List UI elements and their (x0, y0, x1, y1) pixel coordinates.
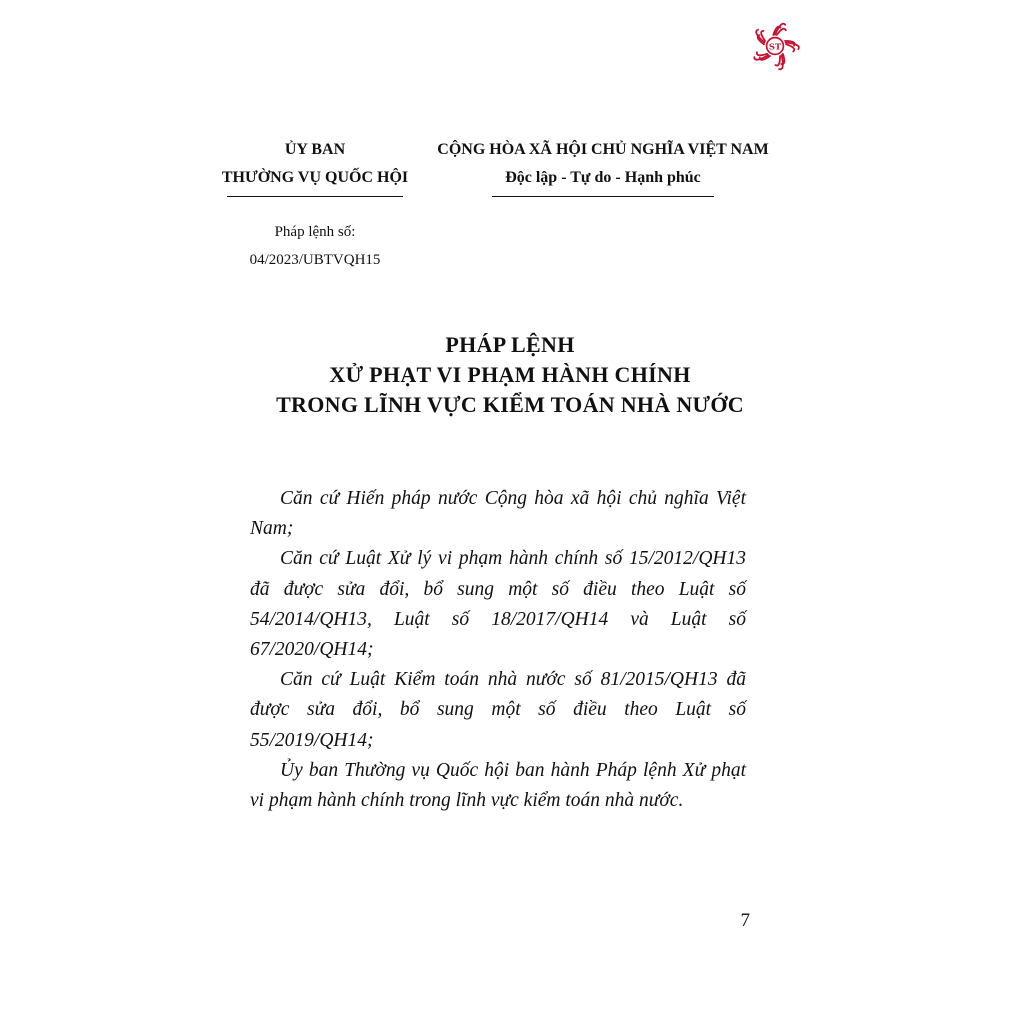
authority-line-2: THƯỜNG VỤ QUỐC HỘI (221, 169, 409, 186)
authority-underline (227, 196, 403, 197)
preamble-paragraph: Căn cứ Luật Xử lý vi phạm hành chính số 15/2012/QH13 đã được sửa đổi, bổ sung một số điều theo Luật số 54/2014/QH13, Luật số 18/2017/QH14 và Luật số 67/2020/QH14; (250, 548, 746, 661)
authority-line-1: ỦY BAN (284, 141, 346, 158)
document-number-value: 04/2023/UBTVQH15 (249, 252, 381, 268)
title-line-1: PHÁP LỆNH (445, 332, 575, 357)
motto-underline (492, 196, 714, 197)
preamble-paragraph: Căn cứ Hiến pháp nước Cộng hòa xã hội chủ nghĩa Việt Nam; (250, 488, 746, 540)
preamble (250, 484, 746, 816)
title-line-3: TRONG LĨNH VỰC KIỂM TOÁN NHÀ NƯỚC (276, 392, 744, 417)
page-number: 7 (740, 910, 750, 931)
issuing-authority (214, 136, 416, 197)
preamble-paragraph: Ủy ban Thường vụ Quốc hội ban hành Pháp lệnh Xử phạt vi phạm hành chính trong lĩnh vực kiểm toán nhà nước. (250, 759, 746, 812)
publisher-star-logo-icon (747, 18, 803, 74)
document-title (180, 330, 840, 420)
country-name: CỘNG HÒA XÃ HỘI CHỦ NGHĨA VIỆT NAM (437, 141, 769, 158)
document-number-label: Pháp lệnh số: (274, 224, 356, 240)
national-motto (420, 136, 786, 197)
title-line-2: XỬ PHẠT VI PHẠM HÀNH CHÍNH (329, 362, 691, 387)
preamble-paragraph: Căn cứ Luật Kiểm toán nhà nước số 81/2015/QH13 đã được sửa đổi, bổ sung một số điều theo Luật số 55/2019/QH14; (250, 669, 746, 751)
svg-text:ST: ST (768, 41, 782, 52)
document-number (214, 218, 416, 274)
motto: Độc lập - Tự do - Hạnh phúc (505, 169, 701, 186)
